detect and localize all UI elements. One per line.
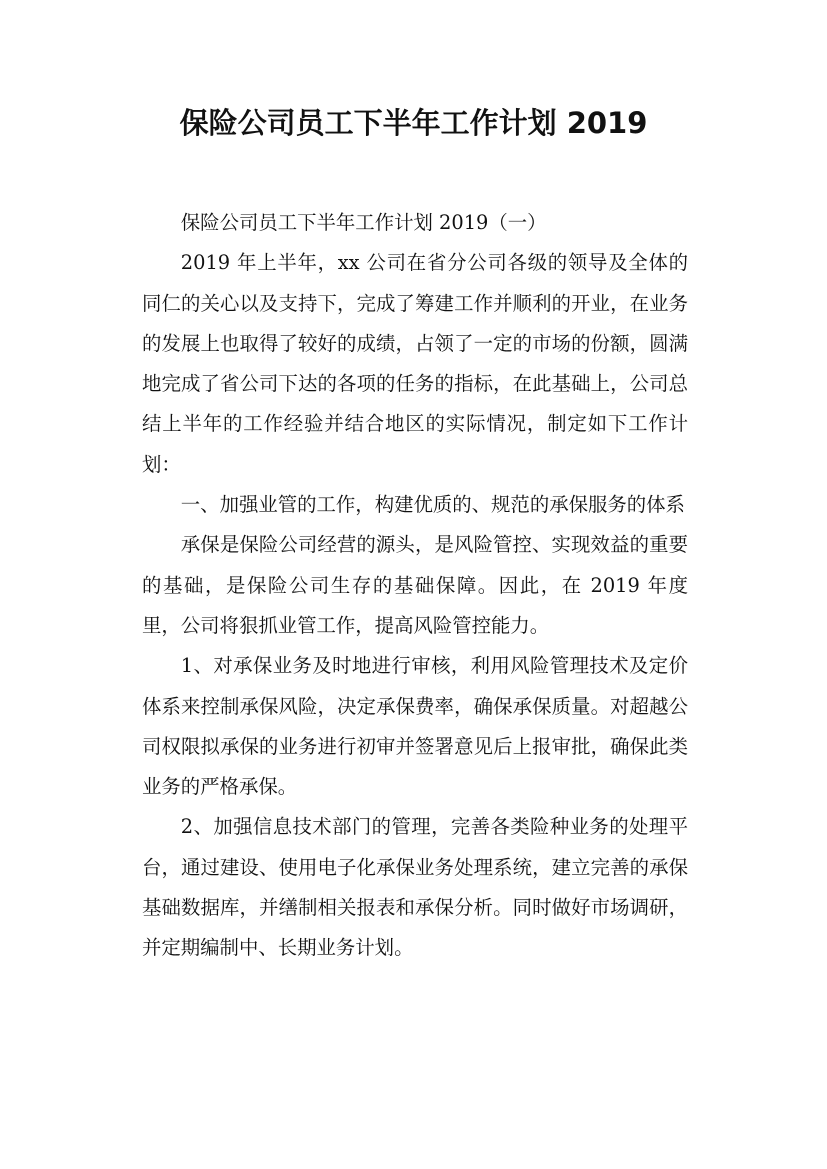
intro-paragraph: 2019 年上半年，xx 公司在省分公司各级的领导及全体的同仁的关心以及支持下，完成了筹建工作并顺利的开业，在业务的发展上也取得了较好的成绩，占领了一定的市场的份额，圆满地完成了省公司下达的各项的任务的指标，在此基础上，公司总结上半年的工作经验并结合地区的实际情况，制定如下工作计划：: [142, 251, 688, 476]
document-title: 保险公司员工下半年工作计划 2019: [179, 106, 648, 140]
document-body: [142, 203, 688, 969]
list-item-1: 1、对承保业务及时地进行审核，利用风险管理技术及定价体系来控制承保风险，决定承保费率，确保承保质量。对超越公司权限拟承保的业务进行初审并签署意见后上报审批，确保此类业务的严格承保。: [142, 654, 688, 799]
list-item-2: 2、加强信息技术部门的管理，完善各类险种业务的处理平台，通过建设、使用电子化承保业务处理系统，建立完善的承保基础数据库，并缮制相关报表和承保分析。同时做好市场调研，并定期编制中、长期业务计划。: [142, 815, 688, 960]
section-heading-1: 一、加强业管的工作，构建优质的、规范的承保服务的体系: [180, 493, 685, 517]
body-paragraph: 承保是保险公司经营的源头，是风险管控、实现效益的重要的基础，是保险公司生存的基础保障。因此，在 2019 年度里，公司将狠抓业管工作，提高风险管控能力。: [142, 533, 688, 637]
subtitle-paragraph: 保险公司员工下半年工作计划 2019（一）: [180, 211, 547, 234]
